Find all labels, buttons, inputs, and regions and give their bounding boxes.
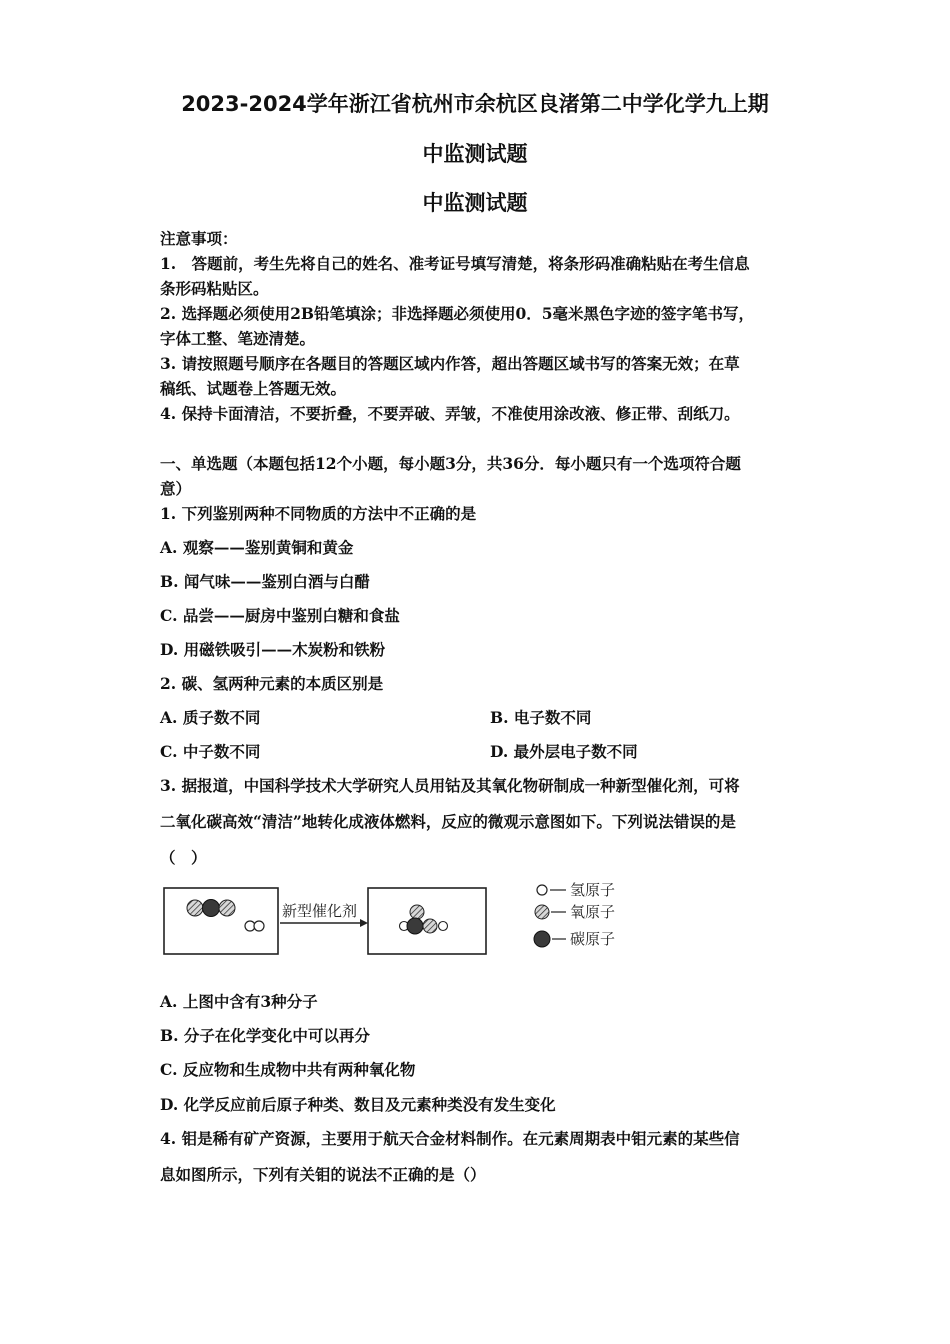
question-1-stem: 1. 下列鉴别两种不同物质的方法中不正确的是: [160, 504, 477, 523]
question-3-option-b: B. 分子在化学变化中可以再分: [160, 1026, 370, 1045]
section-heading: 一、单选题（本题包括12个小题，每小题3分，共36分．每小题只有一个选项符合题: [160, 454, 741, 473]
carbon-atom: [203, 900, 220, 917]
question-3-stem-cont: 二氧化碳高效“清洁”地转化成液体燃料，反应的微观示意图如下。下列说法错误的是: [160, 812, 736, 831]
oxygen-atom: [423, 919, 437, 933]
question-3-option-a: A. 上图中含有3种分子: [160, 992, 318, 1011]
legend-carbon-label: 碳原子: [570, 931, 616, 948]
question-4-stem: 4. 钼是稀有矿产资源，主要用于航天合金材料制作。在元素周期表中钼元素的某些信: [160, 1129, 740, 1148]
notice-item: 4. 保持卡面清洁，不要折叠，不要弄破、弄皱，不准使用涂改液、修正带、刮纸刀。: [160, 404, 740, 423]
oxygen-atom: [410, 905, 424, 919]
notice-item: 条形码粘贴区。: [160, 279, 269, 298]
notice-item: 3. 请按照题号顺序在各题目的答题区域内作答，超出答题区域书写的答案无效；在草: [160, 354, 740, 373]
notice-heading: 注意事项：: [160, 229, 238, 248]
notice-item: 字体工整、笔迹清楚。: [160, 329, 316, 348]
notice-item: 2. 选择题必须使用2B铅笔填涂；非选择题必须使用0．5毫米黑色字迹的签字笔书写，: [160, 304, 755, 323]
notice-item: 1. 答题前，考生先将自己的姓名、准考证号填写清楚，将条形码准确粘贴在考生信息: [160, 254, 750, 273]
legend-oxygen-label: 氧原子: [570, 904, 616, 921]
question-1-option-c: C. 品尝——厨房中鉴别白糖和食盐: [160, 606, 400, 625]
question-3-option-d: D. 化学反应前后原子种类、数目及元素种类没有发生变化: [160, 1095, 556, 1114]
question-1-option-b: B. 闻气味——鉴别白酒与白醋: [160, 572, 370, 591]
question-3-stem: 3. 据报道，中国科学技术大学研究人员用钴及其氧化物研制成一种新型催化剂，可将: [160, 776, 740, 795]
question-2-option-c: C. 中子数不同: [160, 742, 261, 761]
section-heading-cont: 意）: [160, 479, 192, 498]
page-title-line2: 中监测试题: [422, 142, 528, 166]
legend-oxygen-swatch: [535, 905, 549, 919]
question-2-option-b: B. 电子数不同: [490, 708, 592, 727]
legend-hydrogen-label: 氢原子: [570, 882, 616, 899]
question-4-stem-cont: 息如图所示，下列有关钼的说法不正确的是（）: [160, 1165, 486, 1184]
question-3-blank: （ ）: [160, 848, 207, 867]
arrow-head: [360, 919, 368, 927]
question-2-stem: 2. 碳、氢两种元素的本质区别是: [160, 674, 384, 693]
legend-carbon-swatch: [534, 931, 550, 947]
oxygen-atom: [187, 900, 203, 916]
hydrogen-atom: [439, 922, 448, 931]
question-1-option-a: A. 观察——鉴别黄铜和黄金: [160, 538, 354, 557]
arrow-label: 新型催化剂: [282, 903, 358, 920]
question-1-option-d: D. 用磁铁吸引——木炭粉和铁粉: [160, 640, 386, 659]
page-title-line3: 中监测试题: [422, 191, 528, 215]
page-title-line1: 2023-2024学年浙江省杭州市余杭区良渚第二中学化学九上期: [181, 92, 769, 116]
carbon-atom: [407, 918, 423, 934]
oxygen-atom: [219, 900, 235, 916]
question-3-option-c: C. 反应物和生成物中共有两种氧化物: [160, 1060, 416, 1079]
hydrogen-atom: [254, 921, 264, 931]
legend-hydrogen-swatch: [537, 885, 547, 895]
question-2-option-d: D. 最外层电子数不同: [490, 742, 638, 761]
question-2-option-a: A. 质子数不同: [160, 708, 261, 727]
notice-item: 稿纸、试题卷上答题无效。: [160, 379, 347, 398]
reaction-diagram: [160, 876, 640, 960]
